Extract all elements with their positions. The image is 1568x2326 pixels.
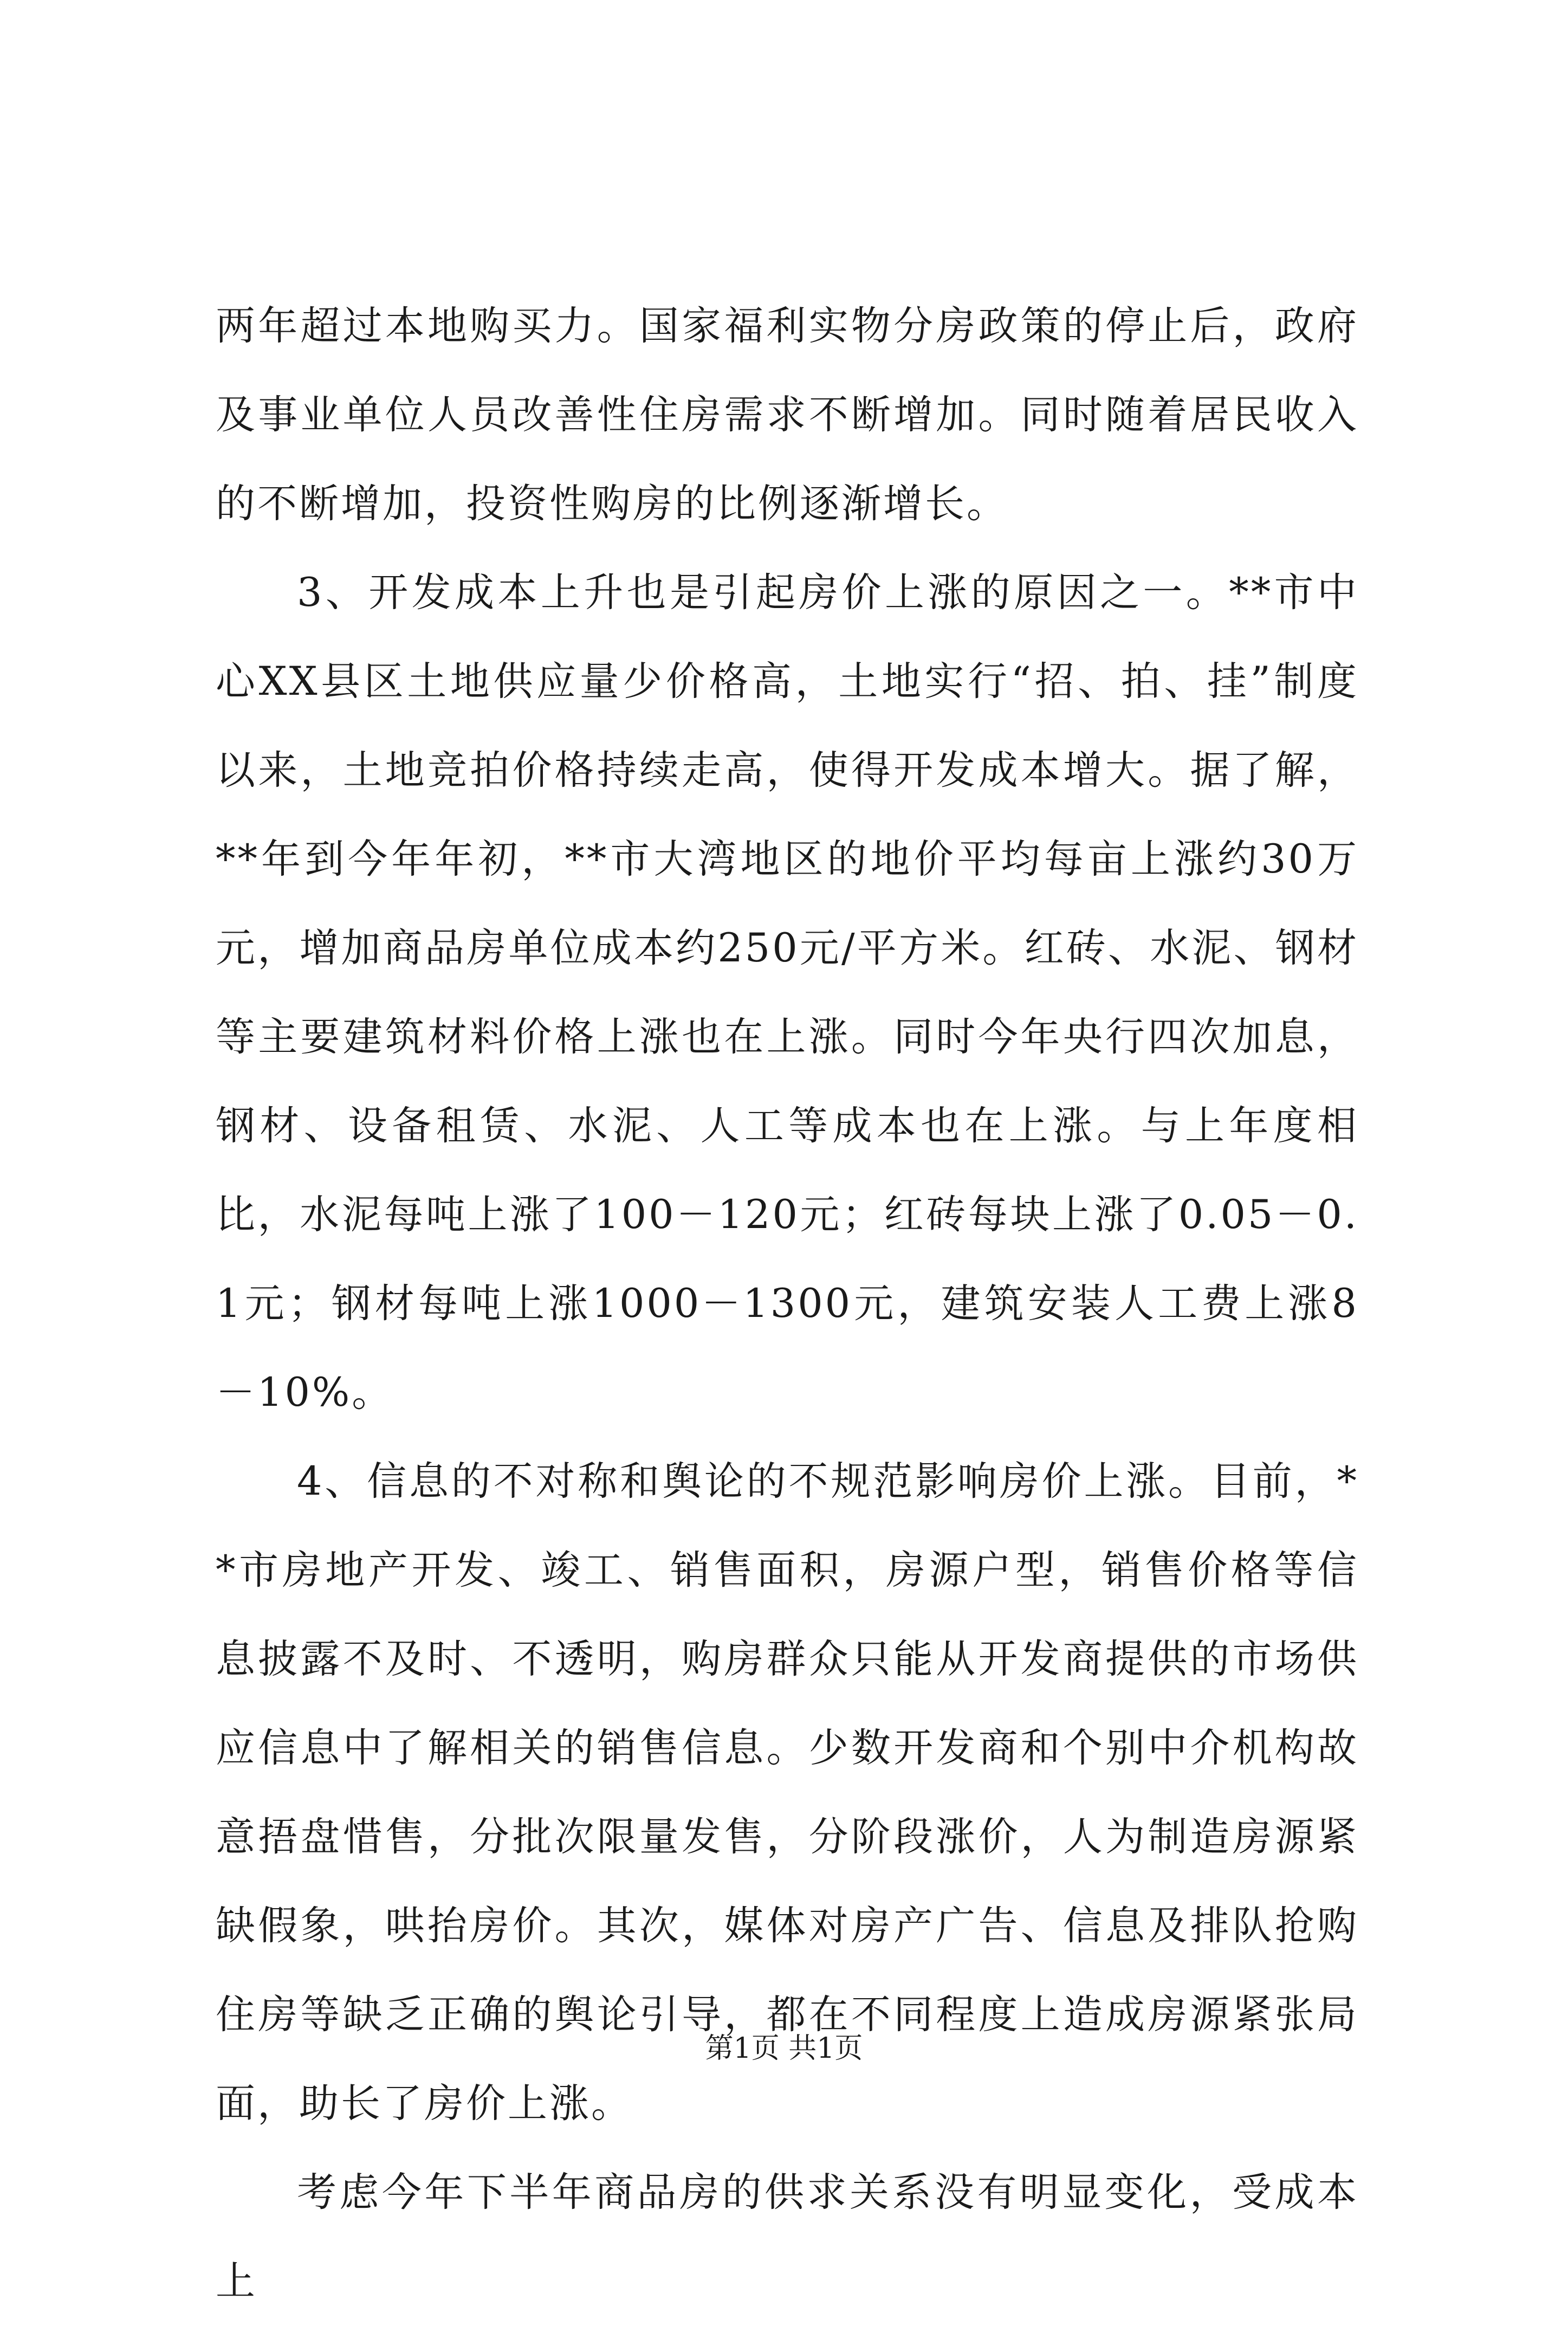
page-footer: 第1页 共1页 (705, 2032, 863, 2065)
paragraph-continuation: 两年超过本地购买力。国家福利实物分房政策的停止后，政府及事业单位人员改善性住房需求不断增加。同时随着居民收入的不断增加，投资性购房的比例逐渐增长。 (216, 303, 1359, 527)
paragraph-outlook: 考虑今年下半年商品房的供求关系没有明显变化，受成本上 (216, 2169, 1359, 2304)
document-body (216, 282, 1359, 2326)
paragraph-information-asymmetry: 4、信息的不对称和舆论的不规范影响房价上涨。目前，**市房地产开发、竣工、销售面积，房源户型，销售价格等信息披露不及时、不透明，购房群众只能从开发商提供的市场供应信息中了解相关的销售信息。少数开发商和个别中介机构故意捂盘惜售，分批次限量发售，分阶段涨价，人为制造房源紧缺假象，哄抬房价。其次，媒体对房产广告、信息及排队抢购住房等缺乏正确的舆论引导，都在不同程度上造成房源紧张局面，助长了房价上涨。 (216, 1458, 1359, 2127)
paragraph-development-cost: 3、开发成本上升也是引起房价上涨的原因之一。**市中心XX县区土地供应量少价格高，土地实行“招、拍、挂”制度以来，土地竞拍价格持续走高，使得开发成本增大。据了解，**年到今年年初，**市大湾地区的地价平均每亩上涨约30万元，增加商品房单位成本约250元/平方米。红砖、水泥、钢材等主要建筑材料价格上涨也在上涨。同时今年央行四次加息，钢材、设备租赁、水泥、人工等成本也在上涨。与上年度相比，水泥每吨上涨了100－120元；红砖每块上涨了0.05－0.1元；钢材每吨上涨1000－1300元，建筑安装人工费上涨8－10%。 (216, 570, 1359, 1416)
